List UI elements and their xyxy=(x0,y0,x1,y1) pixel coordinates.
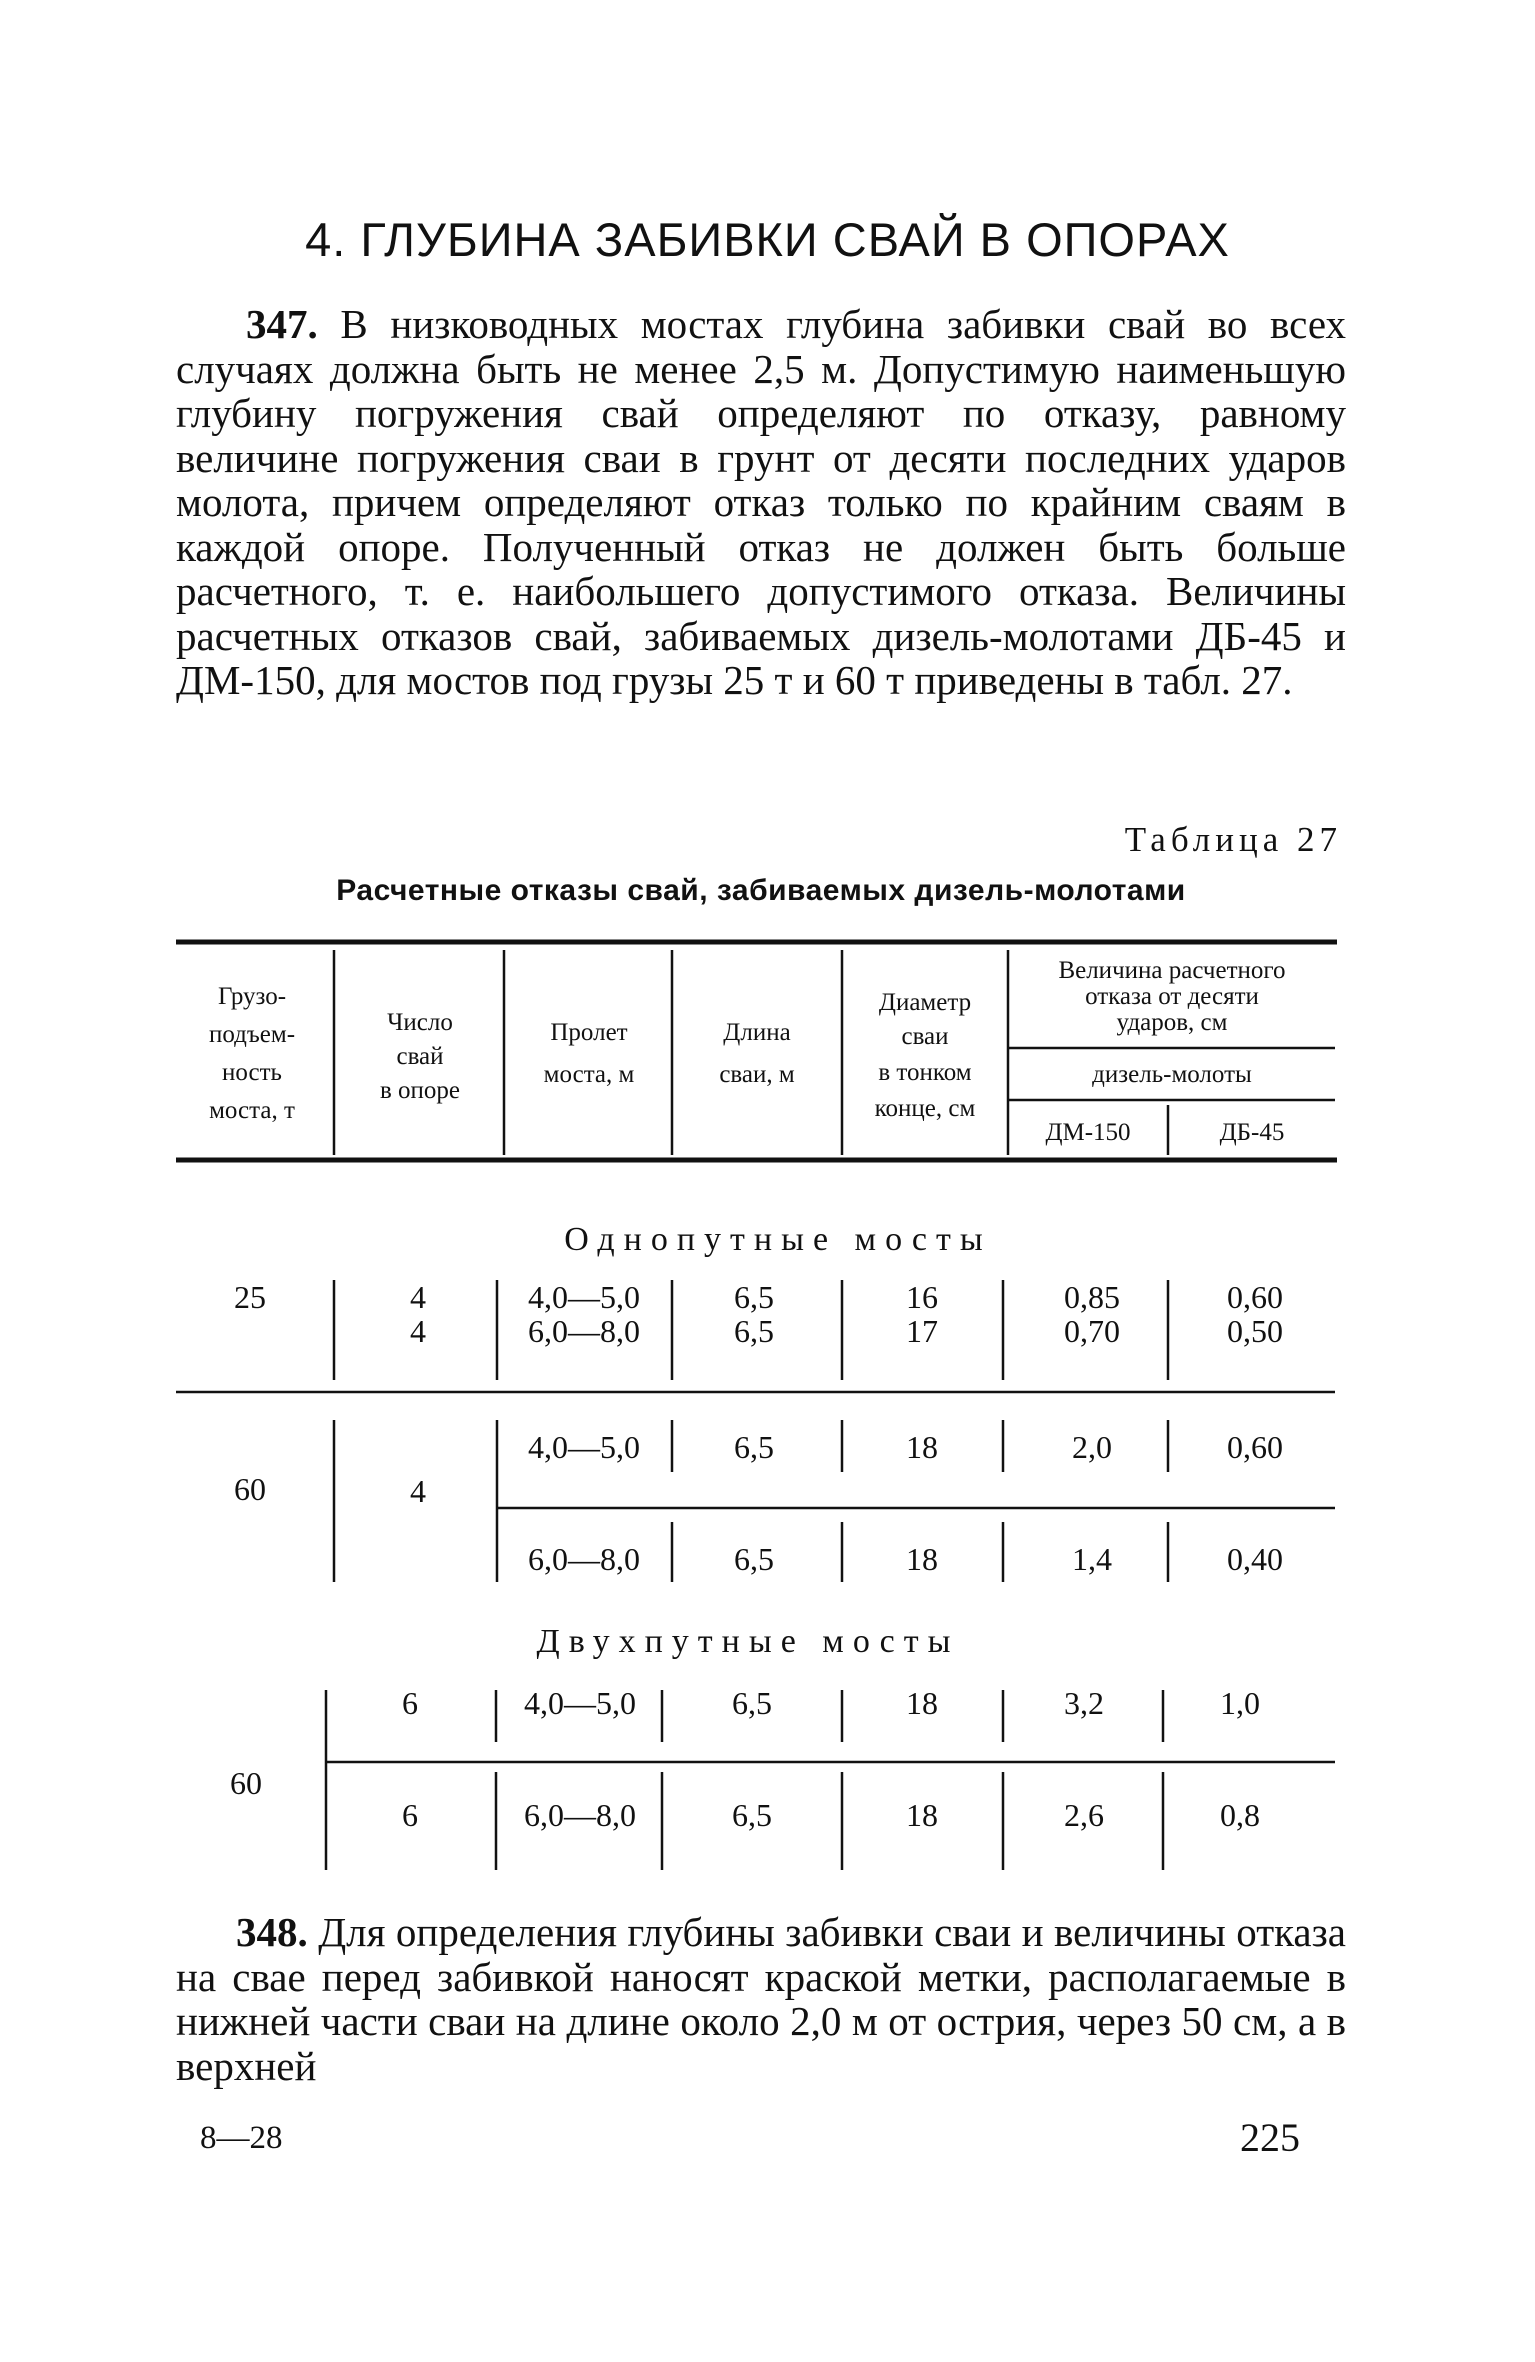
svg-text:1,0: 1,0 xyxy=(1220,1685,1260,1721)
svg-text:Диаметр: Диаметр xyxy=(878,989,972,1016)
svg-text:25: 25 xyxy=(234,1279,266,1315)
svg-text:4,0—5,0: 4,0—5,0 xyxy=(528,1429,640,1465)
svg-text:6,5: 6,5 xyxy=(732,1685,772,1721)
svg-text:4: 4 xyxy=(410,1473,426,1509)
page-number: 225 xyxy=(1240,2115,1300,2160)
section-title: 4. ГЛУБИНА ЗАБИВКИ СВАЙ В ОПОРАХ xyxy=(305,213,1230,266)
svg-text:моста, т: моста, т xyxy=(209,1097,295,1124)
paragraph-number: 348. xyxy=(236,1909,308,1955)
table-title: Расчетные отказы свай, забиваемых дизель-молотами xyxy=(336,874,1186,907)
header-pile-length xyxy=(719,1019,795,1088)
table-row xyxy=(230,1685,1260,1801)
svg-text:4: 4 xyxy=(410,1313,426,1349)
svg-text:Число: Число xyxy=(387,1009,453,1036)
svg-text:конце, см: конце, см xyxy=(874,1095,976,1122)
svg-text:6,5: 6,5 xyxy=(734,1541,774,1577)
svg-text:Пролет: Пролет xyxy=(550,1019,628,1046)
header-db45: ДБ-45 xyxy=(1219,1119,1285,1146)
svg-text:ударов, см: ударов, см xyxy=(1116,1009,1228,1036)
header-span xyxy=(544,1019,635,1088)
svg-text:4,0—5,0: 4,0—5,0 xyxy=(528,1279,640,1315)
header-diesel-hammers: дизель-молоты xyxy=(1092,1061,1252,1088)
svg-text:4,0—5,0: 4,0—5,0 xyxy=(524,1685,636,1721)
svg-text:18: 18 xyxy=(906,1797,938,1833)
svg-text:в тонком: в тонком xyxy=(878,1059,972,1086)
paragraph-number: 347. xyxy=(246,301,318,347)
table-row xyxy=(528,1541,1283,1577)
table-row xyxy=(402,1797,1260,1833)
svg-text:0,60: 0,60 xyxy=(1227,1279,1283,1315)
svg-text:4: 4 xyxy=(410,1279,426,1315)
svg-text:6,0—8,0: 6,0—8,0 xyxy=(528,1541,640,1577)
svg-text:отказа от десяти: отказа от десяти xyxy=(1085,983,1259,1010)
group-double-track: Двухпутные мосты xyxy=(536,1623,960,1660)
svg-text:0,70: 0,70 xyxy=(1064,1313,1120,1349)
table-row xyxy=(234,1279,1283,1315)
svg-text:16: 16 xyxy=(906,1279,938,1315)
svg-text:1,4: 1,4 xyxy=(1072,1541,1112,1577)
svg-text:Грузо-: Грузо- xyxy=(217,983,287,1010)
svg-text:0,60: 0,60 xyxy=(1227,1429,1283,1465)
header-pile-diameter xyxy=(875,989,976,1122)
svg-text:6,5: 6,5 xyxy=(734,1313,774,1349)
paragraph-text: В низководных мостах глубина забивки свай во всех случаях должна быть не менее 2,5 м. Допустимую наименьшую глубину погружения свай определяют по отказу, равному величине погружения сваи в грунт от десяти последних ударов молота, причем определяют отказ только по крайним сваям в каждой опоре. Полученный отказ не должен быть больше расчетного, т. е. наибольшего допустимого отказа. Величины расчетных отказов свай, забиваемых дизель-молотами ДБ-45 и ДМ-150, для мостов под грузы 25 т и 60 т приведены в табл. 27. xyxy=(176,301,1346,703)
svg-text:2,6: 2,6 xyxy=(1064,1797,1104,1833)
table-row xyxy=(410,1313,1283,1349)
signature-mark: 8—28 xyxy=(200,2120,283,2156)
svg-text:Длина: Длина xyxy=(723,1019,791,1046)
svg-text:0,50: 0,50 xyxy=(1227,1313,1283,1349)
svg-text:сваи: сваи xyxy=(901,1023,949,1050)
svg-text:6: 6 xyxy=(402,1685,418,1721)
svg-text:3,2: 3,2 xyxy=(1064,1685,1104,1721)
paragraph-text: Для определения глубины забивки сваи и величины отказа на свае перед забивкой наносят краской метки, располагаемые в нижней части сваи на длине около 2,0 м от острия, через 50 см, а в верхней xyxy=(176,1909,1346,2089)
svg-text:18: 18 xyxy=(906,1429,938,1465)
svg-text:0,8: 0,8 xyxy=(1220,1797,1260,1833)
header-dm150: ДМ-150 xyxy=(1045,1119,1131,1146)
svg-text:Величина расчетного: Величина расчетного xyxy=(1058,957,1286,984)
svg-text:18: 18 xyxy=(906,1685,938,1721)
svg-text:6,0—8,0: 6,0—8,0 xyxy=(528,1313,640,1349)
svg-text:60: 60 xyxy=(230,1765,262,1801)
table-label: Таблица 27 xyxy=(1124,820,1342,859)
header-pile-count xyxy=(380,1009,460,1104)
svg-text:ность: ность xyxy=(222,1059,282,1086)
paragraph-348 xyxy=(176,1910,1346,2088)
svg-text:подъем-: подъем- xyxy=(208,1021,296,1048)
svg-text:18: 18 xyxy=(906,1541,938,1577)
svg-text:6: 6 xyxy=(402,1797,418,1833)
svg-text:6,5: 6,5 xyxy=(734,1279,774,1315)
header-refusal-group xyxy=(1058,957,1285,1036)
svg-text:моста, м: моста, м xyxy=(543,1061,635,1088)
svg-text:6,5: 6,5 xyxy=(732,1797,772,1833)
svg-text:0,40: 0,40 xyxy=(1227,1541,1283,1577)
svg-text:17: 17 xyxy=(906,1313,938,1349)
svg-text:сваи, м: сваи, м xyxy=(719,1061,795,1088)
svg-text:0,85: 0,85 xyxy=(1064,1279,1120,1315)
header-load-capacity xyxy=(209,983,295,1124)
svg-text:свай: свай xyxy=(396,1043,444,1070)
svg-text:2,0: 2,0 xyxy=(1072,1429,1112,1465)
svg-text:6,5: 6,5 xyxy=(734,1429,774,1465)
svg-text:6,0—8,0: 6,0—8,0 xyxy=(524,1797,636,1833)
group-single-track: Однопутные мосты xyxy=(564,1221,992,1258)
svg-text:60: 60 xyxy=(234,1471,266,1507)
svg-text:в опоре: в опоре xyxy=(379,1077,461,1104)
table-row xyxy=(234,1429,1283,1509)
